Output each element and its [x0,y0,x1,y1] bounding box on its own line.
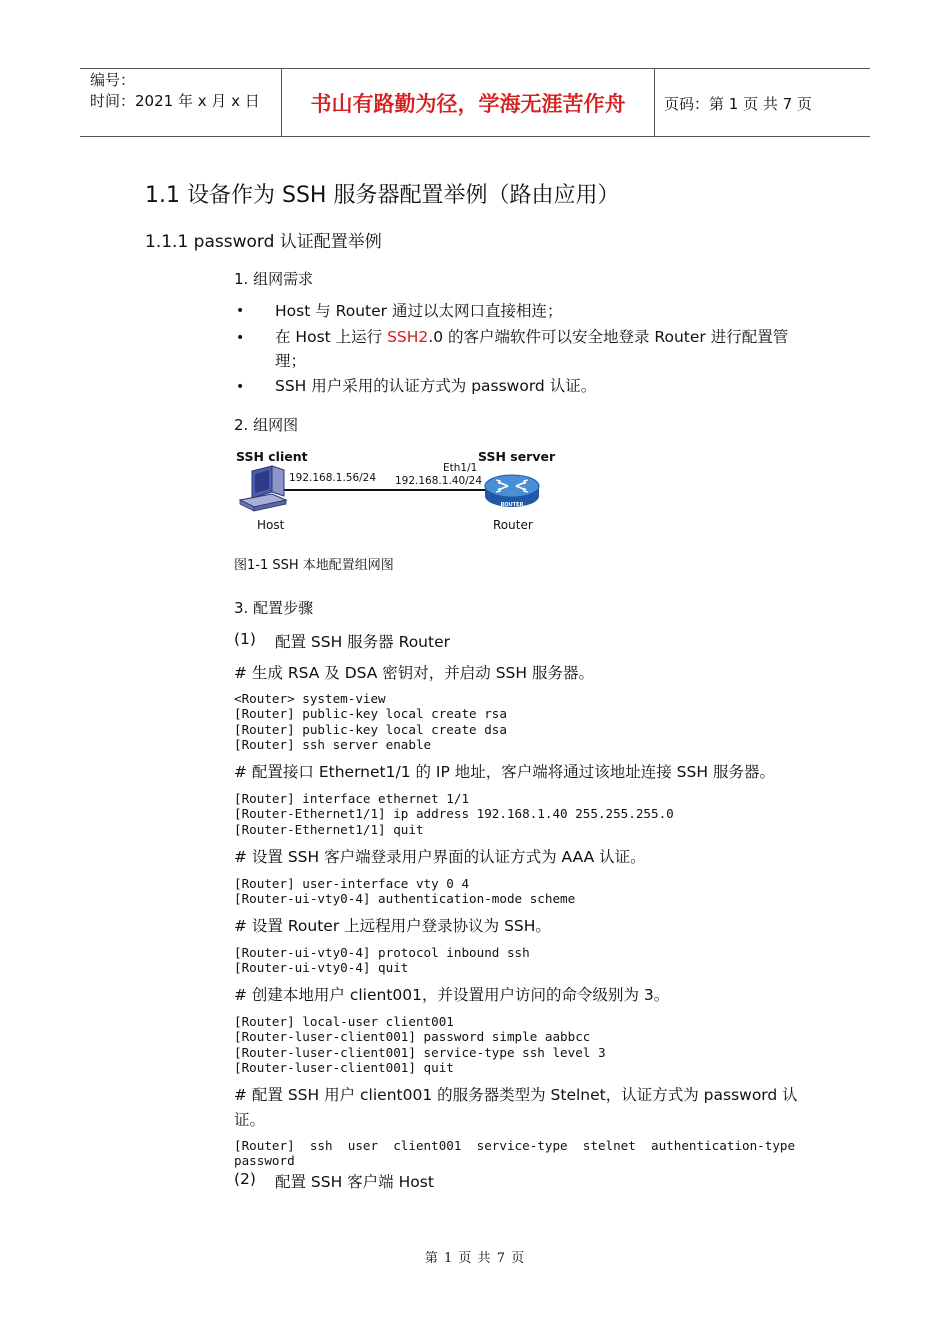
network-diagram-title: 2. 组网图 [234,416,299,434]
router-icon [485,475,539,508]
code-block: <Router> system-view [Router] public-key local create rsa [Router] public-key local create dsa [Router] ssh server enable [234,691,507,753]
comment-line: # 创建本地用户 client001，并设置用户访问的命令级别为 3。 [234,986,670,1004]
server-label: SSH server [478,449,556,464]
highlight-text: SSH2 [387,328,429,346]
step-number: (1) [234,630,256,648]
header-divider [654,68,655,136]
comment-line: # 生成 RSA 及 DSA 密钥对，并启动 SSH 服务器。 [234,664,594,682]
router-badge: ROUTER [500,502,524,508]
client-label: SSH client [236,449,308,464]
router-label: Router [493,518,533,532]
comment-line: # 配置 SSH 用户 client001 的服务器类型为 Stelnet，认证方式为 password 认 [234,1086,798,1104]
figure-caption: 图1-1 SSH 本地配置组网图 [234,558,394,573]
header-top-rule [80,68,870,69]
header-motto: 书山有路勤为径，学海无涯苦作舟 [310,91,626,116]
header-bottom-rule [80,136,870,137]
code-block: [Router] interface ethernet 1/1 [Router-Ethernet1/1] ip address 192.168.1.40 255.255.255.0 [Router-Ethernet1/1] quit [234,791,674,837]
code-block: [Router] local-user client001 [Router-luser-client001] password simple aabbcc [Router-luser-client001] service-type ssh level 3 [Router-luser-client001] quit [234,1014,606,1076]
list-item-text: 在 Host 上运行 [275,328,388,346]
list-item-text: 理； [275,352,307,370]
list-item-text: .0 的客户端软件可以安全地登录 Router 进行配置管 [428,328,789,346]
router-ip-label: 192.168.1.40/24 [395,475,483,487]
host-label: Host [257,518,285,532]
code-block: [Router] ssh user client001 service-type stelnet authentication-type password [234,1138,796,1169]
comment-line: # 设置 SSH 客户端登录用户界面的认证方式为 AAA 认证。 [234,848,646,866]
code-block: [Router] user-interface vty 0 4 [Router-ui-vty0-4] authentication-mode scheme [234,876,576,907]
header-page-label: 页码：第 1 页 共 7 页 [664,95,812,113]
page-footer: 第 1 页 共 7 页 [424,1251,526,1266]
host-computer-icon [240,466,286,511]
section-heading: 1.1 设备作为 SSH 服务器配置举例（路由应用） [145,183,620,208]
host-ip-label: 192.168.1.56/24 [289,472,377,484]
network-diagram [232,444,562,544]
bullet-icon: • [236,303,245,319]
step-text: 配置 SSH 服务器 Router [275,633,450,651]
comment-line: # 配置接口 Ethernet1/1 的 IP 地址，客户端将通过该地址连接 SSH 服务器。 [234,763,775,781]
header-meta [90,70,260,112]
step-text: 配置 SSH 客户端 Host [275,1173,434,1191]
list-item: SSH 用户采用的认证方式为 password 认证。 [275,377,597,395]
list-item [275,325,815,373]
bullet-icon: • [236,379,245,395]
networking-requirements-title: 1. 组网需求 [234,270,314,288]
comment-line: 证。 [234,1111,266,1129]
comment-line: # 设置 Router 上远程用户登录协议为 SSH。 [234,917,551,935]
number-label: 编号： [90,71,136,89]
interface-label: Eth1/1 [443,462,478,474]
subsection-heading: 1.1.1 password 认证配置举例 [145,232,382,252]
bullet-icon: • [236,330,245,346]
time-label: 时间：2021 年 x 月 x 日 [90,92,260,110]
step-number: (2) [234,1170,256,1188]
code-block: [Router-ui-vty0-4] protocol inbound ssh [Router-ui-vty0-4] quit [234,945,530,976]
config-steps-title: 3. 配置步骤 [234,599,314,617]
list-item: Host 与 Router 通过以太网口直接相连； [275,302,563,320]
